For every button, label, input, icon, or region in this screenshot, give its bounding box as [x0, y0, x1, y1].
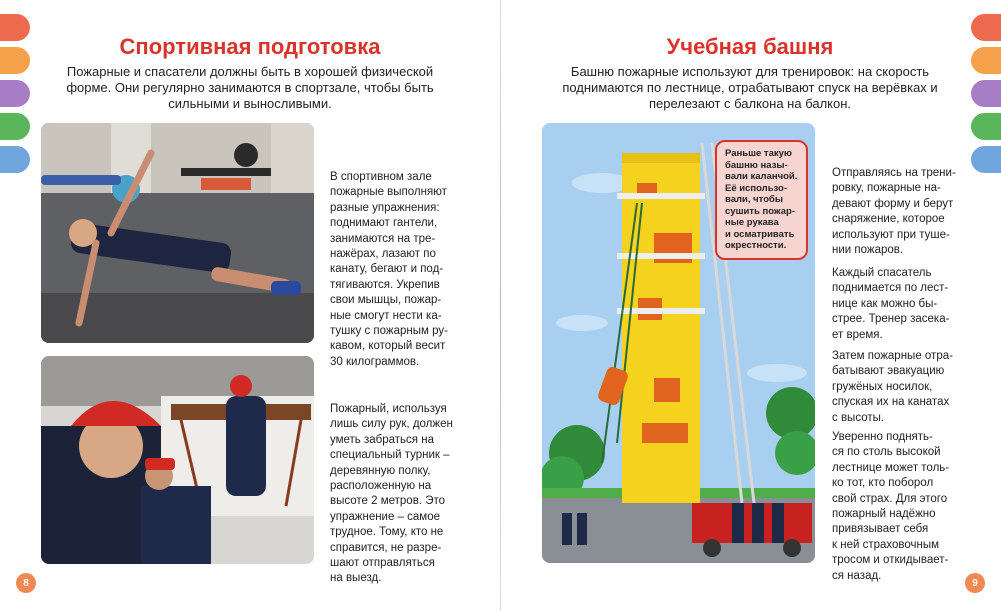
right-page-text-4: Уверенно поднять- ся по столь высокой лестнице может толь- ко тот, кто поборол свой страх. Для этого пожарный надёжно привязывает себя к ней страховочным тросом и откидывает- ся назад.: [832, 431, 950, 582]
tab-purple[interactable]: [971, 80, 1001, 107]
left-page-text-1: В спортивном зале пожарные выполняют разные упражнения: поднимают гантели, занимаются на тре- нажёрах, лазают по канату, бегают и под- тягиваются. Укрепив свои мышцы, пожар- ные смогут нести ка- тушку с пожарным ру- кавом, который весит 30 килограммов.: [330, 171, 448, 368]
right-section-tabs: [971, 14, 1001, 173]
tower-history-callout: Раньше такую башню назы- вали каланчой. Её использо- вали, чтобы сушить пожар- ные рукава и осматривать окрестности.: [715, 140, 808, 260]
left-section-tabs: [0, 14, 30, 173]
right-page-number: 9: [965, 573, 985, 593]
book-spine: [500, 0, 501, 611]
left-page-title: Спортивная подготовка: [119, 34, 381, 59]
gym-photo: [41, 123, 314, 343]
tab-red[interactable]: [971, 14, 1001, 41]
right-page-lead: Башню пожарные используют для тренировок: на скорость поднимаются по лестнице, отрабатывают спуск на верёвках и перелезают с балкона на балкон.: [562, 64, 938, 111]
pullup-photo: [41, 356, 314, 564]
tab-orange[interactable]: [0, 47, 30, 74]
right-page-text-1: Отправляясь на трени- ровку, пожарные на- девают форму и берут снаряжение, которое используют при туше- нии пожаров.: [832, 167, 956, 257]
tab-orange[interactable]: [971, 47, 1001, 74]
left-page-lead: Пожарные и спасатели должны быть в хорошей физической форме. Они регулярно занимаются в спортзале, чтобы быть сильными и выносливыми.: [66, 64, 434, 111]
tab-green[interactable]: [0, 113, 30, 140]
right-page-title: Учебная башня: [666, 34, 834, 59]
tab-red[interactable]: [0, 14, 30, 41]
right-page-text-2: Каждый спасатель поднимается по лест- нице как можно бы- стрее. Тренер засека- ет время.: [832, 267, 950, 341]
tab-purple[interactable]: [0, 80, 30, 107]
right-page-text-3: Затем пожарные отра- батывают эвакуацию гружёных носилок, спуская их на канатах с высоты.: [832, 350, 953, 424]
left-page-text-2: Пожарный, используя лишь силу рук, должен уметь забраться на специальный турник – деревянную полку, расположенную на высоте 2 метров. Это упражнение – самое трудное. Тому, кто не справится, не разре- шают отправляться на выезд.: [330, 403, 453, 585]
tab-blue[interactable]: [0, 146, 30, 173]
left-page-number: 8: [16, 573, 36, 593]
tab-green[interactable]: [971, 113, 1001, 140]
